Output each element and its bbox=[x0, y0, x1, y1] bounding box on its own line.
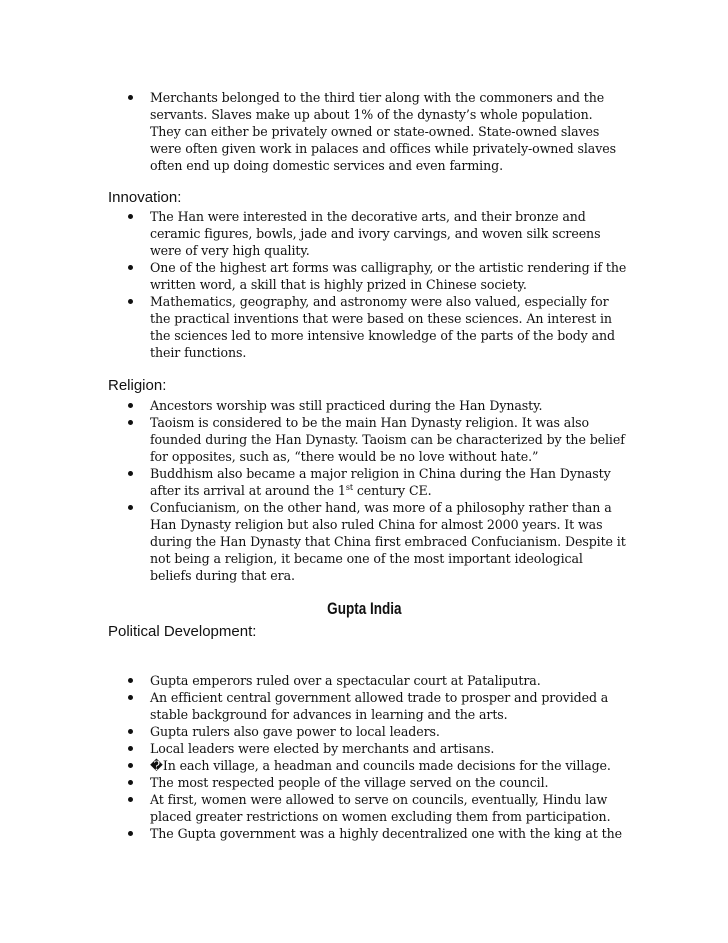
list-item: One of the highest art forms was calligraphy, or the artistic rendering if the written word, a skill that is highly prized in Chinese society. bbox=[122, 259, 627, 293]
list-item: An efficient central government allowed trade to prosper and provided a stable background for advances in learning and the arts. bbox=[122, 689, 627, 723]
gupta-india-title-text: Gupta India bbox=[326, 600, 402, 618]
gupta-india-title bbox=[0, 600, 728, 619]
religion-heading: Religion: bbox=[108, 377, 167, 394]
list-item: Gupta emperors ruled over a spectacular court at Pataliputra. bbox=[122, 672, 627, 689]
list-item: Mathematics, geography, and astronomy were also valued, especially for the practical inventions that were based on these sciences. An interest in the sciences led to more intensive knowledge of the parts of the body and their functions. bbox=[122, 293, 627, 361]
list-item: Merchants belonged to the third tier along with the commoners and the servants. Slaves make up about 1% of the dynasty’s whole population. They can either be privately owned or state-owned. State-owned slaves were often given work in palaces and offices while privately-owned slaves often end up doing domestic services and even farming. bbox=[122, 89, 627, 174]
innovation-heading: Innovation: bbox=[108, 189, 182, 206]
list-item: The most respected people of the village served on the council. bbox=[122, 774, 627, 791]
buddhism-text-start: Buddhism also became a major religion in China during the Han Dynasty after its arrival at around the 1 bbox=[150, 466, 611, 498]
list-item: Local leaders were elected by merchants and artisans. bbox=[122, 740, 627, 757]
religion-bullet-list bbox=[122, 397, 627, 584]
intro-bullet-list bbox=[122, 89, 627, 174]
list-item: �In each village, a headman and councils made decisions for the village. bbox=[122, 757, 627, 774]
list-item: Taoism is considered to be the main Han Dynasty religion. It was also founded during the Han Dynasty. Taoism can be characterized by the belief for opposites, such as, “there would be no love without hate.” bbox=[122, 414, 627, 465]
list-item: At first, women were allowed to serve on councils, eventually, Hindu law placed greater restrictions on women excluding them from participation. bbox=[122, 791, 627, 825]
list-item: The Gupta government was a highly decentralized one with the king at the bbox=[122, 825, 627, 842]
list-item: The Han were interested in the decorative arts, and their bronze and ceramic figures, bowls, jade and ivory carvings, and woven silk screens were of very high quality. bbox=[122, 208, 627, 259]
political-development-bullet-list bbox=[122, 672, 627, 842]
list-item: Gupta rulers also gave power to local leaders. bbox=[122, 723, 627, 740]
list-item: Ancestors worship was still practiced during the Han Dynasty. bbox=[122, 397, 627, 414]
list-item bbox=[122, 465, 627, 499]
ordinal-suffix: st bbox=[345, 482, 353, 492]
political-development-heading: Political Development: bbox=[108, 623, 257, 640]
buddhism-text-end: century CE. bbox=[352, 483, 432, 498]
innovation-bullet-list bbox=[122, 208, 627, 361]
list-item: Confucianism, on the other hand, was more of a philosophy rather than a Han Dynasty religion but also ruled China for almost 2000 years. It was during the Han Dynasty that China first embraced Confucianism. Despite it not being a religion, it became one of the most important ideological beliefs during that era. bbox=[122, 499, 627, 584]
